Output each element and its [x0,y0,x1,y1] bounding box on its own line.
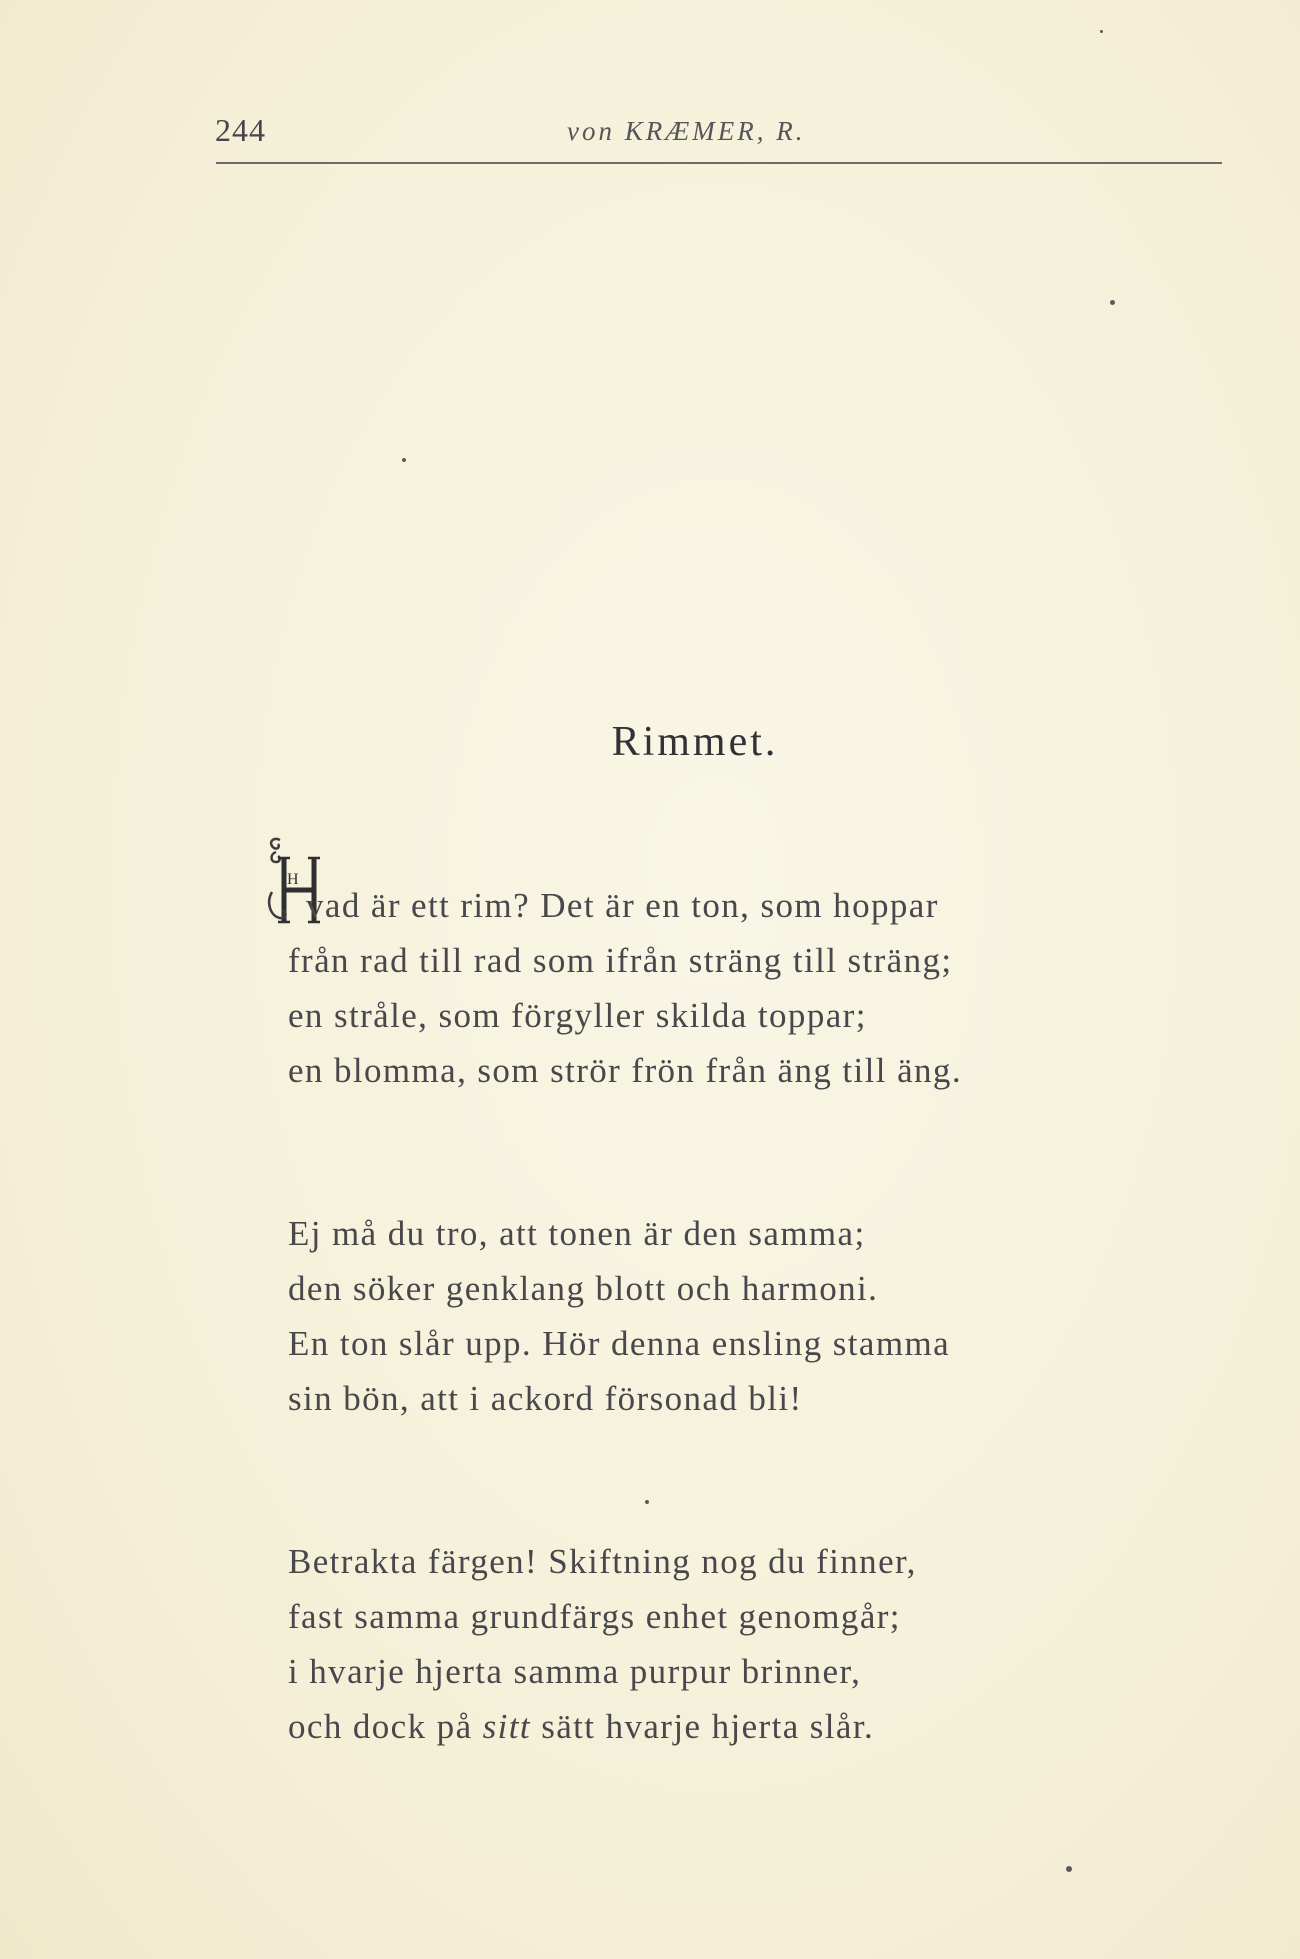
running-head [215,112,1225,162]
verse-text: och dock på [288,1707,483,1746]
verse-line: den söker genklang blott och harmoni. [288,1269,879,1308]
stanza-2 [288,1206,1228,1426]
stanza-1 [288,878,1228,1098]
poem-title: Rimmet. [611,719,779,765]
verse-text: sätt hvarje hjerta slår. [531,1707,875,1746]
verse-line: i hvarje hjerta samma purpur brinner, [288,1652,862,1691]
drop-cap-letter: H [287,871,299,888]
header-author: von KRÆMER, R. [567,116,806,146]
verse-line: vad är ett rim? Det är en ton, som hoppar [306,886,939,925]
verse-line: sin bön, att i ackord försonad bli! [288,1379,803,1418]
verse-line: från rad till rad som ifrån sträng till sträng; [288,941,953,980]
verse-line-last [288,1699,1228,1754]
verse-line: fast samma grundfärgs enhet genomgår; [288,1597,901,1636]
poem-body [288,878,1228,1754]
verse-line: En ton slår upp. Hör denna ensling stamma [288,1324,951,1363]
print-speck [1066,1866,1072,1872]
verse-line: en stråle, som förgyller skilda toppar; [288,996,867,1035]
page-number: 244 [215,112,266,148]
emphasized-word: sitt [482,1707,532,1746]
verse-line: Ej må du tro, att tonen är den samma; [288,1214,866,1253]
verse-line: en blomma, som strör frön från äng till äng. [288,1051,962,1090]
print-speck [645,1500,649,1504]
verse-line: Betrakta färgen! Skiftning nog du finner, [288,1542,917,1581]
print-speck [1100,30,1103,33]
header-rule [216,162,1222,164]
print-speck [402,458,406,462]
stanza-3 [288,1534,1228,1754]
print-speck [1110,300,1115,305]
